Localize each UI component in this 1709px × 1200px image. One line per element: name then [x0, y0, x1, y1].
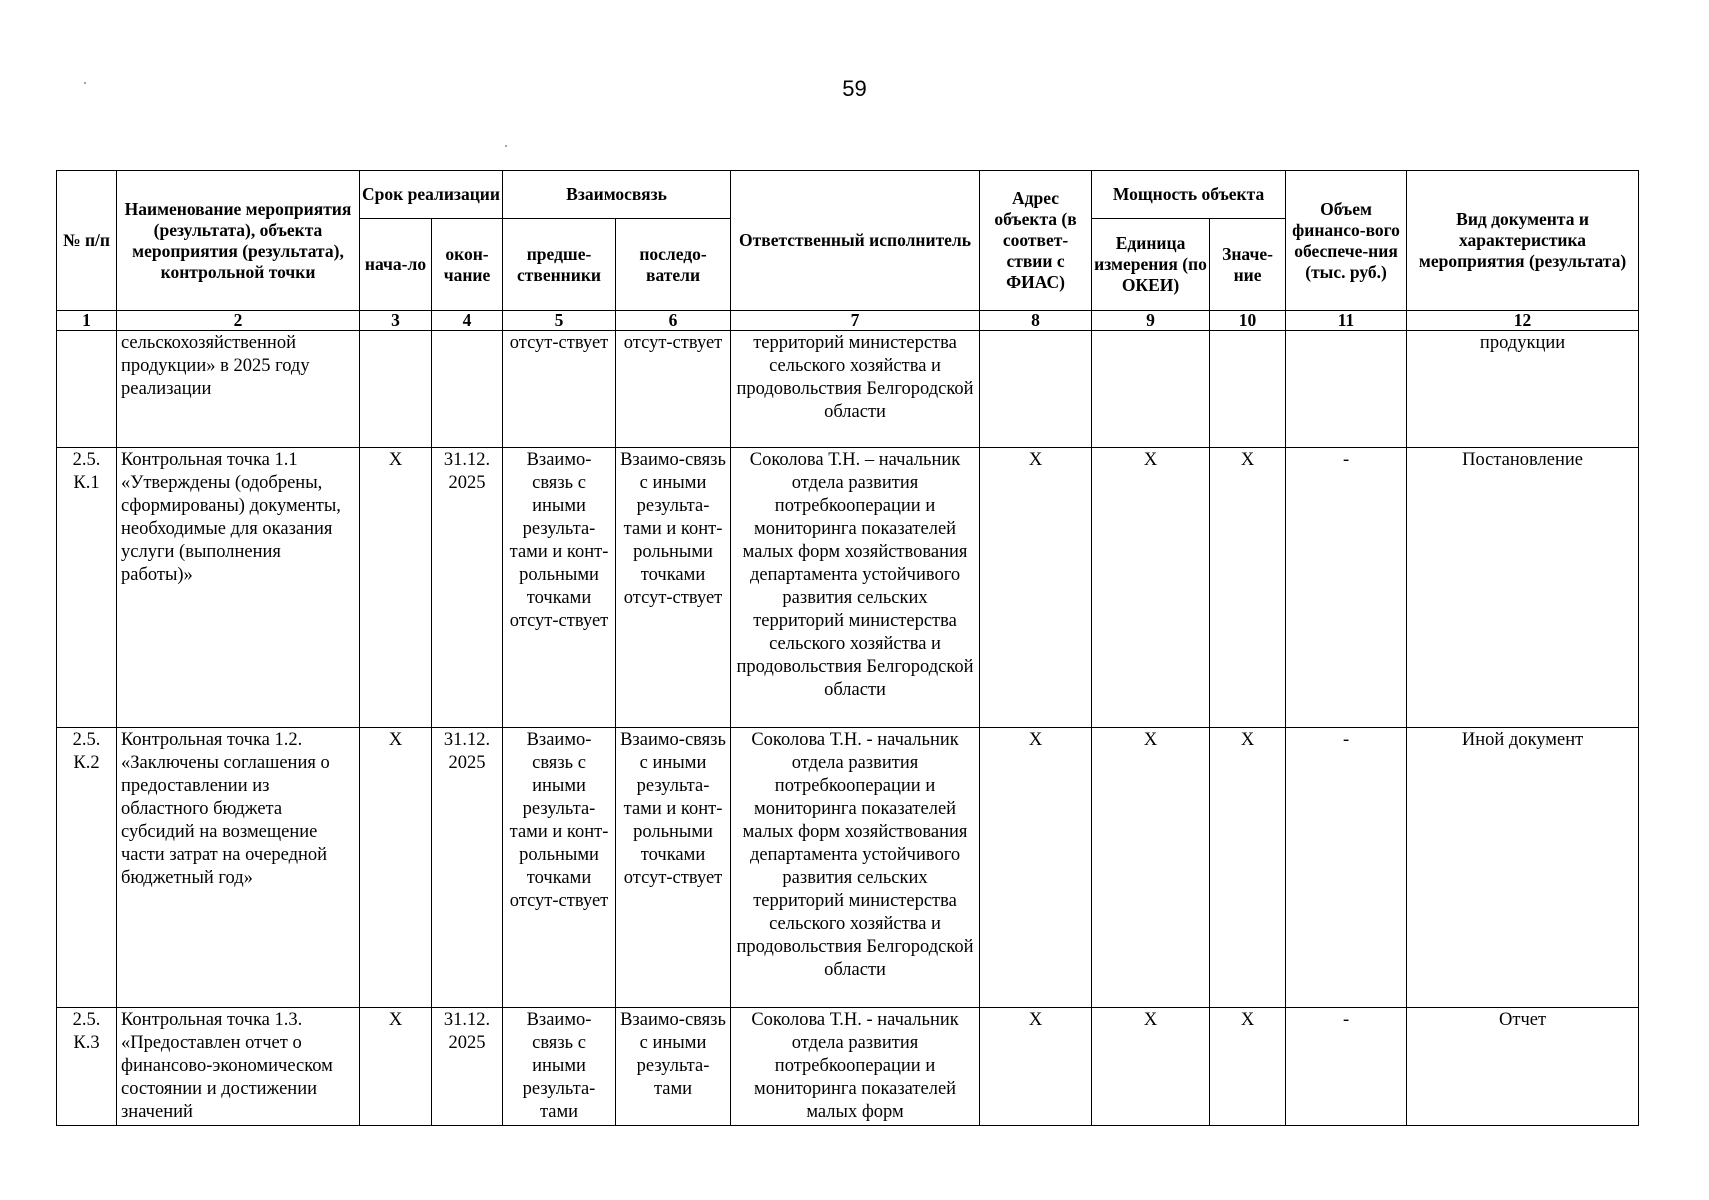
header-doc-type: Вид документа и характеристика мероприятия (результата) [1407, 171, 1639, 311]
cell-start: X [360, 448, 432, 728]
cell-end: 31.12. 2025 [432, 448, 503, 728]
scan-speck [84, 82, 86, 84]
cell-value: X [1210, 1008, 1286, 1126]
cell-name: сельскохозяйственной продукции» в 2025 году реализации [117, 331, 360, 448]
cell-end [432, 331, 503, 448]
cell-value: X [1210, 448, 1286, 728]
header-successors: последо-ватели [616, 219, 731, 311]
header-term: Срок реализации [360, 171, 503, 219]
column-number: 9 [1092, 311, 1210, 331]
column-number: 3 [360, 311, 432, 331]
cell-name: Контрольная точка 1.3. «Предоставлен отчет о финансово-экономическом состоянии и достижении значений [117, 1008, 360, 1126]
table-row [57, 448, 1639, 728]
table-row [57, 1008, 1639, 1126]
header-responsible: Ответственный исполнитель [731, 171, 980, 311]
header-term-start: нача-ло [360, 219, 432, 311]
cell-funding: - [1286, 448, 1407, 728]
header-value: Значе-ние [1210, 219, 1286, 311]
header-predecessors: предше-ственники [503, 219, 616, 311]
header-no: № п/п [57, 171, 117, 311]
cell-responsible: Соколова Т.Н. – начальник отдела развития потребкооперации и мониторинга показателей малых форм хозяйствования департамента устойчивого развития сельских территорий министерства сельского хозяйства и продовольствия Белгородской области [731, 448, 980, 728]
column-number: 12 [1407, 311, 1639, 331]
cell-address: X [980, 1008, 1092, 1126]
cell-predecessors: Взаимо-связь с иными результа-тами и конт-рольными точками отсут-ствует [503, 728, 616, 1008]
header-capacity: Мощность объекта [1092, 171, 1286, 219]
column-number: 7 [731, 311, 980, 331]
header-relation: Взаимосвязь [503, 171, 731, 219]
cell-value: X [1210, 728, 1286, 1008]
cell-address: X [980, 728, 1092, 1008]
cell-successors: Взаимо-связь с иными результа-тами и конт-рольными точками отсут-ствует [616, 728, 731, 1008]
column-number: 4 [432, 311, 503, 331]
column-number: 1 [57, 311, 117, 331]
cell-no [57, 331, 117, 448]
header-unit: Единица измерения (по ОКЕИ) [1092, 219, 1210, 311]
cell-start: X [360, 1008, 432, 1126]
cell-responsible: территорий министерства сельского хозяйства и продовольствия Белгородской области [731, 331, 980, 448]
cell-predecessors: Взаимо-связь с иными результа-тами [503, 1008, 616, 1126]
cell-funding: - [1286, 728, 1407, 1008]
page-number: 59 [842, 76, 867, 101]
column-number: 11 [1286, 311, 1407, 331]
cell-start [360, 331, 432, 448]
cell-address [980, 331, 1092, 448]
cell-doc-type: Постановление [1407, 448, 1639, 728]
cell-unit: X [1092, 1008, 1210, 1126]
cell-unit [1092, 331, 1210, 448]
table-body [57, 331, 1639, 1126]
cell-no: 2.5. К.3 [57, 1008, 117, 1126]
cell-successors: Взаимо-связь с иными результа-тами [616, 1008, 731, 1126]
header-address: Адрес объекта (в соответ-ствии с ФИАС) [980, 171, 1092, 311]
header-name: Наименование мероприятия (результата), объекта мероприятия (результата), контрольной точки [117, 171, 360, 311]
table-header [57, 171, 1639, 331]
scan-speck [505, 145, 507, 147]
cell-end: 31.12. 2025 [432, 1008, 503, 1126]
table-row [57, 728, 1639, 1008]
cell-successors: отсут-ствует [616, 331, 731, 448]
table-row [57, 331, 1639, 448]
cell-name: Контрольная точка 1.2. «Заключены соглашения о предоставлении из областного бюджета субсидий на возмещение части затрат на очередной бюджетный год» [117, 728, 360, 1008]
column-number: 8 [980, 311, 1092, 331]
column-number: 10 [1210, 311, 1286, 331]
cell-no: 2.5. К.2 [57, 728, 117, 1008]
activities-table [56, 170, 1639, 1126]
header-term-end: окон-чание [432, 219, 503, 311]
cell-value [1210, 331, 1286, 448]
column-number: 5 [503, 311, 616, 331]
cell-unit: X [1092, 448, 1210, 728]
cell-funding [1286, 331, 1407, 448]
cell-funding: - [1286, 1008, 1407, 1126]
cell-doc-type: Отчет [1407, 1008, 1639, 1126]
cell-doc-type: Иной документ [1407, 728, 1639, 1008]
cell-successors: Взаимо-связь с иными результа-тами и конт-рольными точками отсут-ствует [616, 448, 731, 728]
cell-end: 31.12. 2025 [432, 728, 503, 1008]
header-funding: Объем финансо-вого обеспече-ния (тыс. руб.) [1286, 171, 1407, 311]
cell-address: X [980, 448, 1092, 728]
cell-name: Контрольная точка 1.1 «Утверждены (одобрены, сформированы) документы, необходимые для оказания услуги (выполнения работы)» [117, 448, 360, 728]
cell-responsible: Соколова Т.Н. - начальник отдела развития потребкооперации и мониторинга показателей малых форм хозяйствования департамента устойчивого развития сельских территорий министерства сельского хозяйства и продовольствия Белгородской области [731, 728, 980, 1008]
cell-doc-type: продукции [1407, 331, 1639, 448]
cell-unit: X [1092, 728, 1210, 1008]
cell-predecessors: Взаимо-связь с иными результа-тами и конт-рольными точками отсут-ствует [503, 448, 616, 728]
column-number: 6 [616, 311, 731, 331]
column-numbers-row [57, 311, 1639, 331]
column-number: 2 [117, 311, 360, 331]
cell-no: 2.5. К.1 [57, 448, 117, 728]
cell-predecessors: отсут-ствует [503, 331, 616, 448]
cell-start: X [360, 728, 432, 1008]
cell-responsible: Соколова Т.Н. - начальник отдела развития потребкооперации и мониторинга показателей малых форм [731, 1008, 980, 1126]
